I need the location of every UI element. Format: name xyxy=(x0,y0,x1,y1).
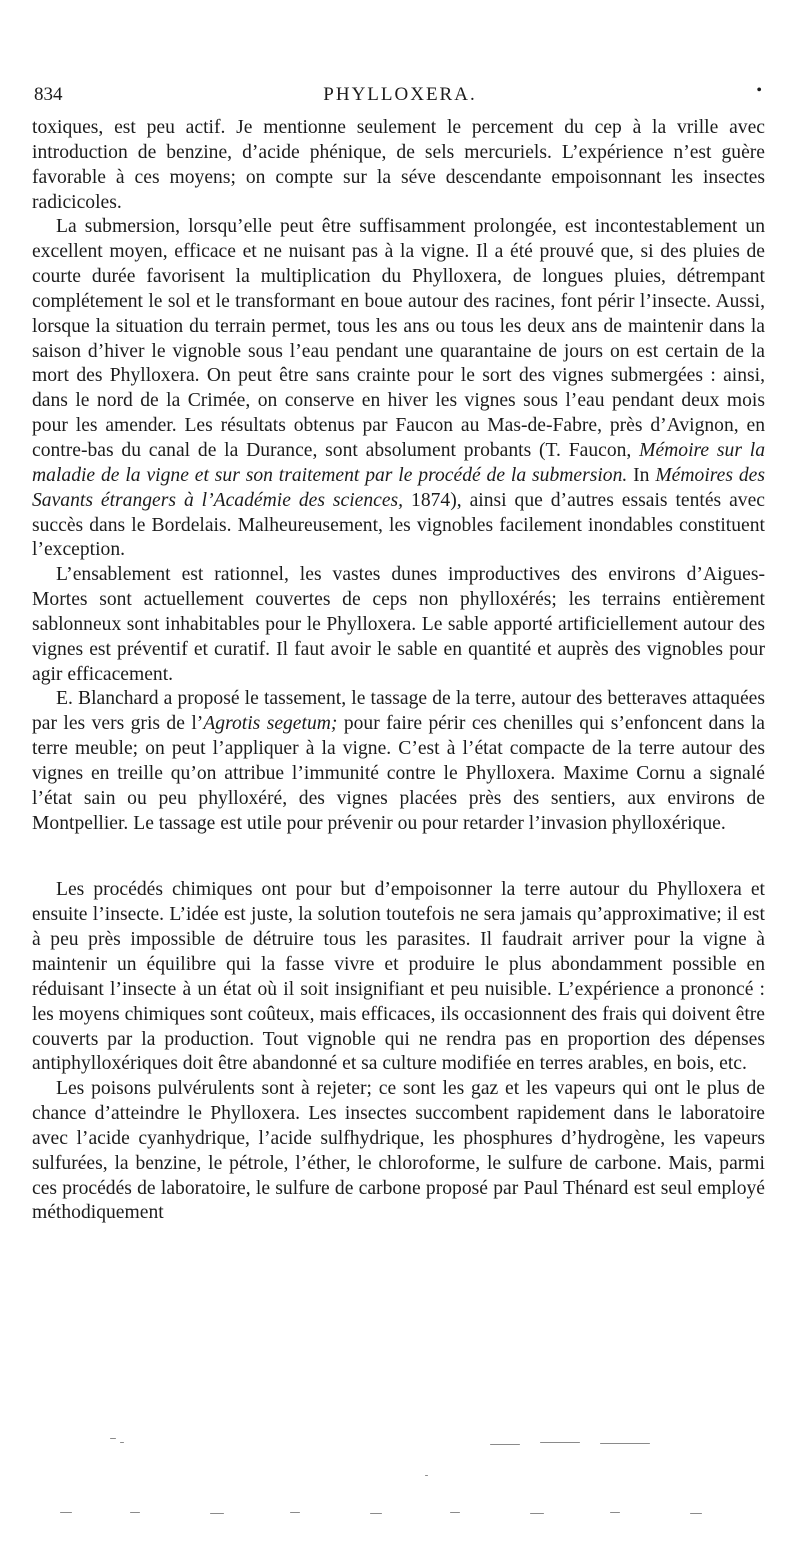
speck xyxy=(210,1513,224,1514)
tassement-text: E. Blanchard a proposé le tassement, le tassage de la terre, autour des betteraves attaquées par les vers gris de l’ xyxy=(32,688,765,735)
header-mark: • xyxy=(756,82,762,99)
speck xyxy=(60,1512,72,1513)
paragraph-procedes-chimiques: Les procédés chimiques ont pour but d’empoisonner la terre autour du Phylloxera et ensuite l’insecte. L’idée est juste, la solution toutefois ne sera jamais qu’approximative; il est à peu près impossible de détruire tous les parasites. Il faudrait arriver pour la vigne à maintenir un équilibre qui la fasse vivre et produire le plus abondamment possible en réduisant l’insecte à un état où il soit insignifiant et peu nuisible. L’expérience a prononcé : les moyens chimiques sont coûteux, mais efficaces, ils occasionnent des frais qui doivent être couverts par la production. Tout vignoble qui ne rendra pas en proportion des dépenses antiphylloxériques doit être abandonné et sa culture modifiée en terres arables, en bois, etc. xyxy=(32,879,765,1075)
section-gap xyxy=(32,836,765,878)
page-number: 834 xyxy=(34,84,63,105)
scan-specks xyxy=(40,1430,760,1520)
speck xyxy=(540,1442,580,1443)
body-text xyxy=(32,116,765,1226)
running-title: PHYLLOXERA. xyxy=(323,84,477,105)
paragraph-tassement xyxy=(32,687,765,836)
submersion-conclusion: 1874), ainsi que d’autres essais tentés avec succès dans le Bordelais. Malheureusement, les vignobles facilement inondables constituent l’exception. xyxy=(32,489,765,561)
submersion-text: La submersion, lorsqu’elle peut être suffisamment prolongée, est incontestablement un excellent moyen, efficace et ne nuisant pas à la vigne. Il a été prouvé que, si des pluies de courte durée favorisent la multiplication du Phylloxera, de longues pluies, détrempant complétement le sol et le transformant en boue autour des racines, font périr l’insecte. Aussi, lorsque la situation du terrain permet, tous les ans ou tous les deux ans de maintenir dans la saison d’hiver le vignoble sous l’eau pendant une quarantaine de jours on est certain de la mort des Phylloxera. On peut être sans crainte pour le sort des vignes submergées : ainsi, dans le nord de la Crimée, on conserve en hiver les vignes sous l’eau pendant deux mois pour les amender. Les résultats obtenus par Faucon au Mas-de-Fabre, près d’Avignon, en contre-bas du canal de la Durance, sont absolument probants (T. Faucon, xyxy=(32,216,765,461)
speck xyxy=(610,1512,620,1513)
speck xyxy=(370,1513,382,1514)
tassement-conclusion: pour faire périr ces chenilles qui s’enfoncent dans la terre meuble; on peut l’appliquer à la vigne. C’est à l’état compacte de la terre autour des vignes en treille qu’on attribue l’immunité contre le Phylloxera. Maxime Cornu a signalé l’état sain ou peu phylloxéré, des vignes placées près des sentiers, aux environs de Montpellier. Le tassage est utile pour prévenir ou pour retarder l’invasion phylloxérique. xyxy=(32,713,765,834)
speck xyxy=(120,1442,124,1443)
paragraph-poisons: Les poisons pulvérulents sont à rejeter; ce sont les gaz et les vapeurs qui ont le plus de chance d’atteindre le Phylloxera. Les insectes succombent rapidement dans le laboratoire avec l’acide cyanhydrique, l’acide sulfhydrique, les phosphures d’hydrogène, les vapeurs sulfurées, la benzine, le pétrole, l’éther, le chloroforme, le sulfure de carbone. Mais, parmi ces procédés de laboratoire, le sulfure de carbone proposé par Paul Thénard est seul employé méthodiquement xyxy=(32,1078,765,1224)
speck xyxy=(530,1513,544,1514)
memoires-savants-title: Mémoires des Savants étrangers à l’Académie des sciences, xyxy=(32,464,765,511)
speck xyxy=(290,1512,300,1513)
speck xyxy=(600,1443,650,1444)
agrotis-name: Agrotis segetum; xyxy=(203,713,338,735)
submersion-in: In xyxy=(633,464,650,486)
speck xyxy=(450,1512,460,1513)
memoire-title: Mémoire sur la maladie de la vigne et sur son traitement par le procédé de la submersion. xyxy=(32,439,765,486)
paragraph-continuation: toxiques, est peu actif. Je mentionne seulement le percement du cep à la vrille avec introduction de benzine, d’acide phénique, de sels mercuriels. L’expérience n’est guère favorable à ces moyens; on compte sur la séve descendante empoisonnant les insectes radicicoles. xyxy=(32,117,765,213)
speck xyxy=(490,1444,520,1445)
paragraph-submersion xyxy=(32,215,765,563)
speck xyxy=(130,1512,140,1513)
paragraph-ensablement: L’ensablement est rationnel, les vastes dunes improductives des environs d’Aigues-Mortes sont actuellement couvertes de ceps non phylloxérés; les terrains entièrement sablonneux sont inhabitables pour le Phylloxera. Le sable apporté artificiellement autour des vignes est préventif et curatif. Il faut avoir le sable en quantité et auprès des vignobles pour agir efficacement. xyxy=(32,564,765,685)
speck xyxy=(110,1438,116,1439)
speck xyxy=(425,1475,428,1476)
page-header xyxy=(30,84,770,114)
speck xyxy=(690,1513,702,1514)
